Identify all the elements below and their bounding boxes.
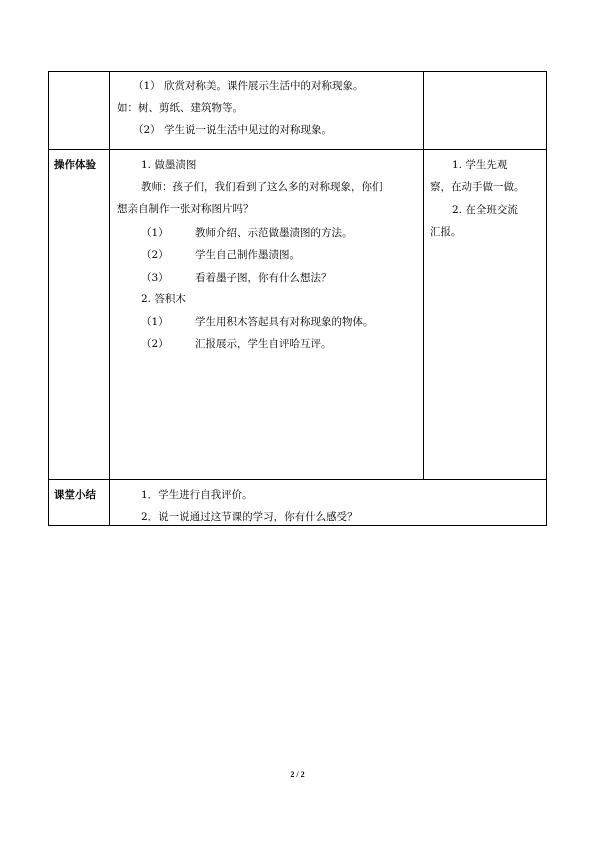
student-line-2: 察，在动手做一做。: [430, 181, 525, 193]
table-row-divider-1: [48, 149, 547, 150]
table-col-divider-2: [423, 71, 424, 480]
student-line-3: 2. 在全班交流: [452, 204, 518, 216]
item2-title: 2. 答积木: [141, 293, 186, 305]
item1-title: 1. 做墨渍图: [141, 159, 197, 171]
table-border-left: [48, 71, 49, 526]
student-line-4: 汇报。: [430, 226, 462, 238]
summary-line-2: 2．说一说通过这节课的学习，你有什么感受？: [141, 511, 358, 523]
table-border-right: [546, 71, 547, 526]
step2-1-num: （1）: [141, 316, 169, 328]
row3-label: 课堂小结: [54, 489, 96, 501]
step1-2-text: 学生自己制作墨渍图。: [195, 249, 300, 261]
student-line-1: 1. 学生先观: [452, 159, 508, 171]
summary-line-1: 1．学生进行自我评价。: [141, 489, 253, 501]
step2-2-text: 汇报展示，学生自评哈互评。: [195, 338, 332, 350]
table-col-divider-1: [109, 71, 110, 526]
table-border-bottom: [48, 525, 547, 526]
teacher-line-1: 教师：孩子们，我们看到了这么多的对称现象，你们: [141, 181, 383, 193]
step1-3-num: （3）: [141, 272, 169, 284]
step1-1-text: 教师介绍、示范做墨渍图的方法。: [195, 227, 353, 239]
step2-1-text: 学生用积木答起具有对称现象的物体。: [195, 316, 374, 328]
row1-line-3: （2） 学生说一说生活中见过的对称现象。: [133, 124, 333, 136]
table-row-divider-2: [48, 479, 547, 480]
teacher-line-2: 想亲自制作一张对称图片吗？: [117, 203, 254, 215]
step1-1-num: （1）: [141, 227, 169, 239]
row1-line-2: 如：树、剪纸、建筑物等。: [117, 102, 243, 114]
row1-line-1: （1） 欣赏对称美。课件展示生活中的对称现象。: [133, 80, 364, 92]
table-border-top: [48, 71, 547, 72]
step1-2-num: （2）: [141, 249, 169, 261]
row2-label: 操作体验: [54, 159, 96, 171]
step1-3-text: 看着墨子图，你有什么想法？: [195, 272, 332, 284]
step2-2-num: （2）: [141, 338, 169, 350]
page-number: 2 / 2: [290, 770, 305, 779]
